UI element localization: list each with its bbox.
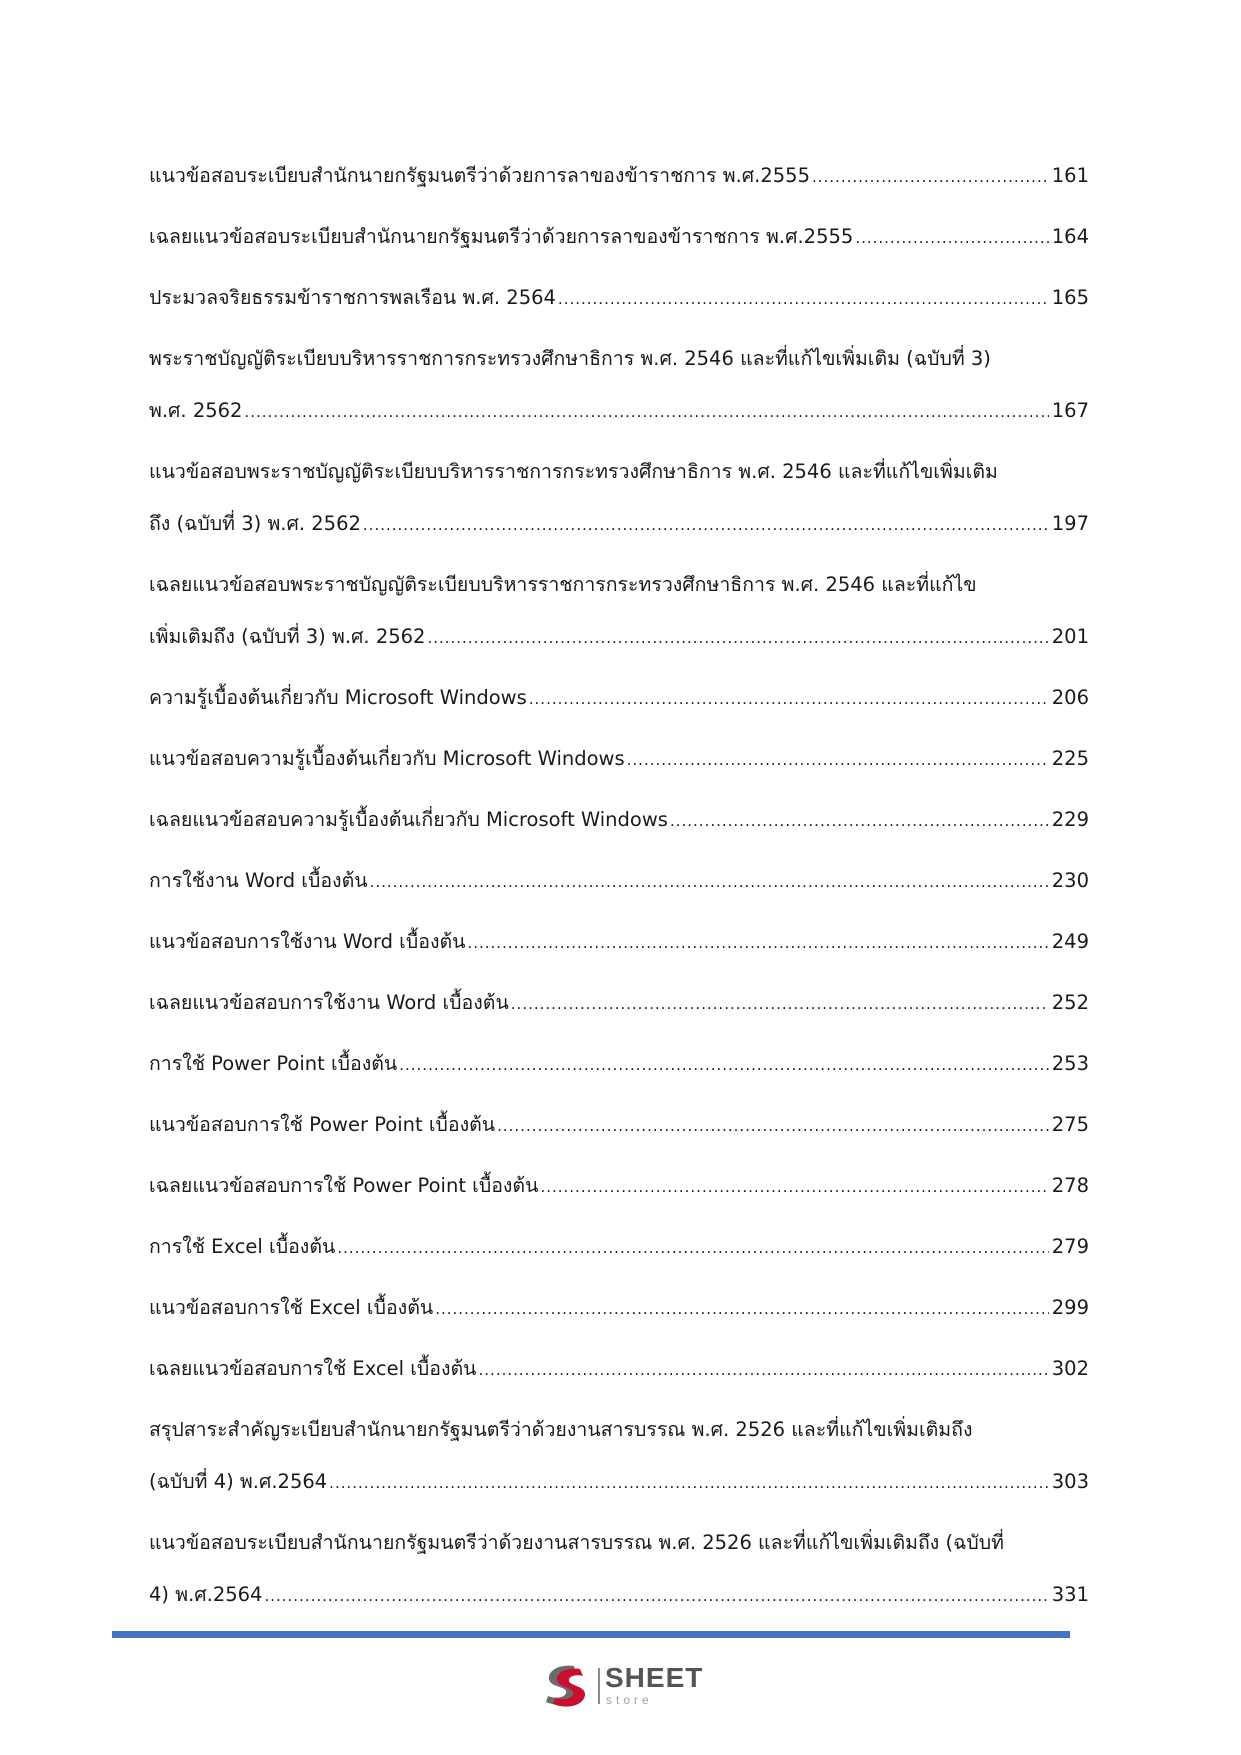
toc-entry bbox=[149, 1038, 1089, 1091]
toc-page-number: 206 bbox=[1051, 686, 1089, 709]
toc-entry-title: เพิ่มเติมถึง (ฉบับที่ 3) พ.ศ. 2562 bbox=[149, 625, 426, 648]
toc-page-number: 252 bbox=[1051, 991, 1089, 1014]
toc-entry bbox=[149, 1221, 1089, 1274]
toc-page-number: 302 bbox=[1051, 1357, 1089, 1380]
toc-entry-title: 4) พ.ศ.2564 bbox=[149, 1583, 263, 1606]
toc-page-number: 249 bbox=[1051, 930, 1089, 953]
footer-rule bbox=[112, 1631, 1070, 1638]
dot-leader bbox=[529, 673, 1049, 725]
dot-leader bbox=[329, 1457, 1049, 1509]
toc-entry-title: ความรู้เบื้องต้นเกี่ยวกับ Microsoft Windows bbox=[149, 686, 527, 709]
toc-entry-title: การใช้ Excel เบื้องต้น bbox=[149, 1235, 336, 1258]
toc-entry-title-line1: สรุปสาระสำคัญระเบียบสำนักนายกรัฐมนตรีว่าด้วยงานสารบรรณ พ.ศ. 2526 และที่แก้ไขเพิ่มเติมถึง bbox=[149, 1418, 973, 1441]
toc-entry-title: เฉลยแนวข้อสอบระเบียบสำนักนายกรัฐมนตรีว่าด้วยการลาของข้าราชการ พ.ศ.2555 bbox=[149, 225, 854, 248]
toc-page-number: 331 bbox=[1051, 1583, 1089, 1606]
dot-leader bbox=[511, 978, 1049, 1030]
toc-entry-title: (ฉบับที่ 4) พ.ศ.2564 bbox=[149, 1470, 328, 1493]
toc-page-number: 299 bbox=[1051, 1296, 1089, 1319]
toc-entry-title: แนวข้อสอบการใช้ Power Point เบื้องต้น bbox=[149, 1113, 496, 1136]
sheet-store-logo bbox=[540, 1660, 720, 1710]
dot-leader bbox=[855, 212, 1048, 264]
toc-entry-title-line1: เฉลยแนวข้อสอบพระราชบัญญัติระเบียบบริหารราชการกระทรวงศึกษาธิการ พ.ศ. 2546 และที่แก้ไข bbox=[149, 573, 977, 596]
toc-page-number: 303 bbox=[1051, 1470, 1089, 1493]
toc-entry bbox=[149, 1099, 1089, 1152]
toc-entry-title-line1: พระราชบัญญัติระเบียบบริหารราชการกระทรวงศึกษาธิการ พ.ศ. 2546 และที่แก้ไขเพิ่มเติม (ฉบับที่ 3) bbox=[149, 347, 991, 370]
toc-entry bbox=[149, 855, 1089, 908]
toc-entry-title-line1: แนวข้อสอบระเบียบสำนักนายกรัฐมนตรีว่าด้วยงานสารบรรณ พ.ศ. 2526 และที่แก้ไขเพิ่มเติมถึง (ฉบับที่ bbox=[149, 1531, 1005, 1554]
toc-page-number: 275 bbox=[1051, 1113, 1089, 1136]
toc-page-number: 229 bbox=[1051, 808, 1089, 831]
dot-leader bbox=[264, 1570, 1048, 1622]
toc-page-number: 167 bbox=[1051, 399, 1089, 422]
dot-leader bbox=[244, 386, 1048, 438]
toc-entry bbox=[149, 150, 1089, 203]
dot-leader bbox=[812, 151, 1049, 203]
toc-entry-title: การใช้งาน Word เบื้องต้น bbox=[149, 869, 368, 892]
toc-entry bbox=[149, 333, 1089, 438]
toc-entry-title: แนวข้อสอบระเบียบสำนักนายกรัฐมนตรีว่าด้วยการลาของข้าราชการ พ.ศ.2555 bbox=[149, 164, 810, 187]
table-of-contents bbox=[149, 150, 1089, 1630]
toc-entry-title: เฉลยแนวข้อสอบการใช้งาน Word เบื้องต้น bbox=[149, 991, 509, 1014]
toc-page-number: 279 bbox=[1051, 1235, 1089, 1258]
toc-entry-title: เฉลยแนวข้อสอบความรู้เบื้องต้นเกี่ยวกับ Microsoft Windows bbox=[149, 808, 668, 831]
dot-leader bbox=[558, 273, 1049, 325]
dot-leader bbox=[479, 1344, 1049, 1396]
toc-page-number: 225 bbox=[1051, 747, 1089, 770]
toc-entry-title-line1: แนวข้อสอบพระราชบัญญัติระเบียบบริหารราชการกระทรวงศึกษาธิการ พ.ศ. 2546 และที่แก้ไขเพิ่มเติม bbox=[149, 460, 998, 483]
toc-entry bbox=[149, 672, 1089, 725]
toc-entry-title: พ.ศ. 2562 bbox=[149, 399, 243, 422]
toc-entry-title: เฉลยแนวข้อสอบการใช้ Excel เบื้องต้น bbox=[149, 1357, 477, 1380]
toc-page-number: 164 bbox=[1051, 225, 1089, 248]
toc-entry-title: การใช้ Power Point เบื้องต้น bbox=[149, 1052, 398, 1075]
toc-page-number: 201 bbox=[1051, 625, 1089, 648]
dot-leader bbox=[670, 795, 1049, 847]
toc-entry bbox=[149, 977, 1089, 1030]
dot-leader bbox=[399, 1039, 1049, 1091]
toc-entry bbox=[149, 211, 1089, 264]
toc-page-number: 278 bbox=[1051, 1174, 1089, 1197]
toc-entry bbox=[149, 272, 1089, 325]
toc-page-number: 253 bbox=[1051, 1052, 1089, 1075]
toc-page-number: 165 bbox=[1051, 286, 1089, 309]
toc-entry-title: ประมวลจริยธรรมข้าราชการพลเรือน พ.ศ. 2564 bbox=[149, 286, 556, 309]
toc-entry bbox=[149, 1160, 1089, 1213]
dot-leader bbox=[540, 1161, 1048, 1213]
toc-entry bbox=[149, 446, 1089, 551]
toc-entry bbox=[149, 1343, 1089, 1396]
toc-entry bbox=[149, 559, 1089, 664]
dot-leader bbox=[337, 1222, 1048, 1274]
toc-page-number: 161 bbox=[1051, 164, 1089, 187]
toc-entry-title: ถึง (ฉบับที่ 3) พ.ศ. 2562 bbox=[149, 512, 361, 535]
toc-page-number: 197 bbox=[1051, 512, 1089, 535]
dot-leader bbox=[370, 856, 1049, 908]
toc-entry-title: เฉลยแนวข้อสอบการใช้ Power Point เบื้องต้น bbox=[149, 1174, 539, 1197]
toc-entry bbox=[149, 733, 1089, 786]
dot-leader bbox=[435, 1283, 1049, 1335]
logo-wordmark: SHEET bbox=[605, 1662, 704, 1693]
dot-leader bbox=[363, 499, 1049, 551]
toc-entry-title: แนวข้อสอบการใช้ Excel เบื้องต้น bbox=[149, 1296, 434, 1319]
toc-entry bbox=[149, 916, 1089, 969]
toc-entry bbox=[149, 1517, 1089, 1622]
toc-entry-title: แนวข้อสอบความรู้เบื้องต้นเกี่ยวกับ Microsoft Windows bbox=[149, 747, 625, 770]
logo-subtitle: store bbox=[606, 1693, 653, 1707]
toc-entry bbox=[149, 1282, 1089, 1335]
toc-entry-title: แนวข้อสอบการใช้งาน Word เบื้องต้น bbox=[149, 930, 466, 953]
toc-page-number: 230 bbox=[1051, 869, 1089, 892]
dot-leader bbox=[427, 612, 1048, 664]
dot-leader bbox=[497, 1100, 1049, 1152]
toc-entry bbox=[149, 794, 1089, 847]
dot-leader bbox=[467, 917, 1048, 969]
logo-divider bbox=[598, 1668, 600, 1704]
sheet-store-logo-mark-icon bbox=[540, 1660, 590, 1710]
dot-leader bbox=[627, 734, 1049, 786]
toc-entry bbox=[149, 1404, 1089, 1509]
